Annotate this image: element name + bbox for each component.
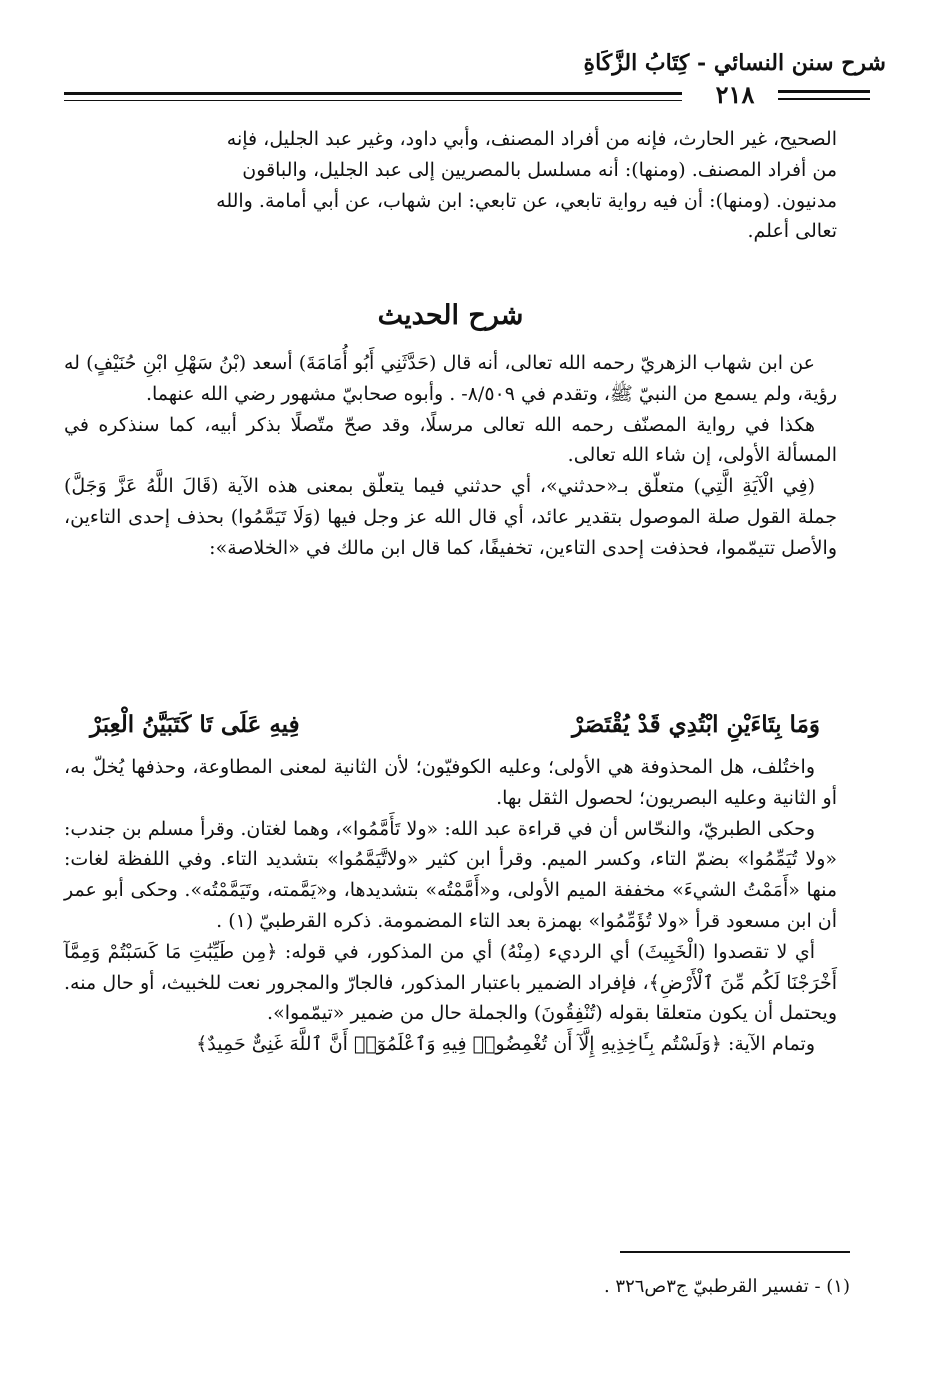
poetry-verse xyxy=(90,711,820,738)
intro-line: الصحيح، غير الحارث، فإنه من أفراد المصنف، وأبي داود، وغير عبد الجليل، فإنه xyxy=(226,128,837,150)
body-paragraph: أي لا تقصدوا (الْخَبِيثَ) أي الرديء (مِنْهُ) أي من المذكور، في قوله: ﴿مِن طَيِّبَٰتِ مَا كَسَبْتُمْ وَمِمَّآ أَخْرَجْنَا لَكُم مِّنَ ٱلْأَرْضِ﴾، فإفراد الضمير باعتبار المذكور، فالجارّ والمجرور نعت للخبيث، أو حال منه. ويحتمل أن يكون متعلقا بقوله (تُنْفِقُونَ) والجملة حال من ضمير «تيمّموا». xyxy=(64,940,837,1025)
header-rule-thin xyxy=(64,100,682,101)
body-paragraph: وحكى الطبريّ، والنحّاس أن في قراءة عبد الله: «ولا تَأَمَّمُوا»، وهما لغتان. وقرأ مسلم بن جندب: «ولا تُيَمِّمُوا» بضمّ التاء، وكسر الميم. وقرأ ابن كثير «ولاتَّيَمَّمُوا» بتشديد التاء. وفي اللفظة لغات: منها «أَمَمْتُ الشيءَ» مخففة الميم الأولى، و«أَمَّمْتُه» بتشديدها، و«يَمَّمته، وتَيَمَّمْتُه». وحكى أبو عمر أن ابن مسعود قرأ «ولا تُؤَمِّمُوا» بهمزة بعد التاء المضمومة. ذكره القرطبيّ (١) . xyxy=(64,817,837,932)
header-rule-right-thin xyxy=(778,98,870,100)
body-paragraph: عن ابن شهاب الزهريّ رحمه الله تعالى، أنه قال (حَدَّثَنِي أَبُو أُمَامَةَ) أسعد (بْنُ سَهْلِ ابْنِ حُنَيْفٍ) له رؤية، ولم يسمع من النبيّ ﷺ، وتقدم في ٨/٥٠٩- . وأبوه صحابيّ مشهور رضي الله عنهما. xyxy=(64,352,837,405)
section-heading: شرح الحديث xyxy=(377,300,524,331)
body-block-1 xyxy=(64,348,837,564)
body-paragraph: هكذا في رواية المصنّف رحمه الله تعالى مرسلًا، وقد صحّ متّصلًا بذكر أبيه، كما سنذكره في المسألة الأولى، إن شاء الله تعالى. xyxy=(64,413,837,467)
running-title: شرح سنن النسائي - كِتَابُ الزَّكَاةِ xyxy=(583,50,886,76)
intro-paragraph xyxy=(64,124,837,247)
footnote-separator xyxy=(620,1251,850,1253)
body-paragraph: واختُلف، هل المحذوفة هي الأولى؛ وعليه الكوفيّون؛ لأن الثانية لمعنى المطاوعة، وحذفها يُخلّ به، أو الثانية وعليه البصريون؛ لحصول الثقل بها. xyxy=(64,756,837,809)
header-rule xyxy=(64,92,682,95)
body-paragraph: (فِي الْآيَةِ الَّتِي) متعلّق بـ«حدثني»، أي حدثني فيما يتعلّق بمعنى هذه الآية (قَالَ اللَّهُ عَزَّ وَجَلَّ) جملة القول صلة الموصول بتقدير عائد، أي قال الله عز وجل فيها (وَلَا تَيَمَّمُوا) بحذف إحدى التاءين، والأصل تتيمّموا، فحذفت إحدى التاءين، تخفيفًا، كما قال ابن مالك في «الخلاصة»: xyxy=(64,475,837,559)
footnote: (١) - تفسير القرطبيّ ج٣ص٣٢٦ . xyxy=(603,1276,850,1297)
verse-second-hemistich: فِيهِ عَلَى تَا كَتَبَيَّنُ الْعِبَرْ xyxy=(90,711,300,738)
intro-line: تعالى أعلم. xyxy=(747,220,837,243)
intro-line: مدنيون. (ومنها): أن فيه رواية تابعي، عن تابعي: ابن شهاب، عن أبي أمامة. والله xyxy=(216,189,837,212)
body-block-2 xyxy=(64,752,837,1060)
header-rule-right xyxy=(778,90,870,93)
body-paragraph: وتمام الآية: ﴿وَلَسْتُم بِـَٔاخِذِيهِ إِلَّآ أَن تُغْمِضُوا۟ فِيهِ وَٱعْلَمُوٓا۟ أَنَّ ٱللَّهَ غَنِىٌّ حَمِيدٌ﴾ xyxy=(196,1033,815,1056)
verse-first-hemistich: وَمَا بِتَاءَيْنِ ابْتُدِي قَدْ يُقْتَصَرْ xyxy=(571,711,820,738)
page-number: ٢١٨ xyxy=(715,80,755,109)
intro-line: من أفراد المصنف. (ومنها): أنه مسلسل بالمصريين إلى عبد الجليل، والباقون xyxy=(242,158,837,181)
